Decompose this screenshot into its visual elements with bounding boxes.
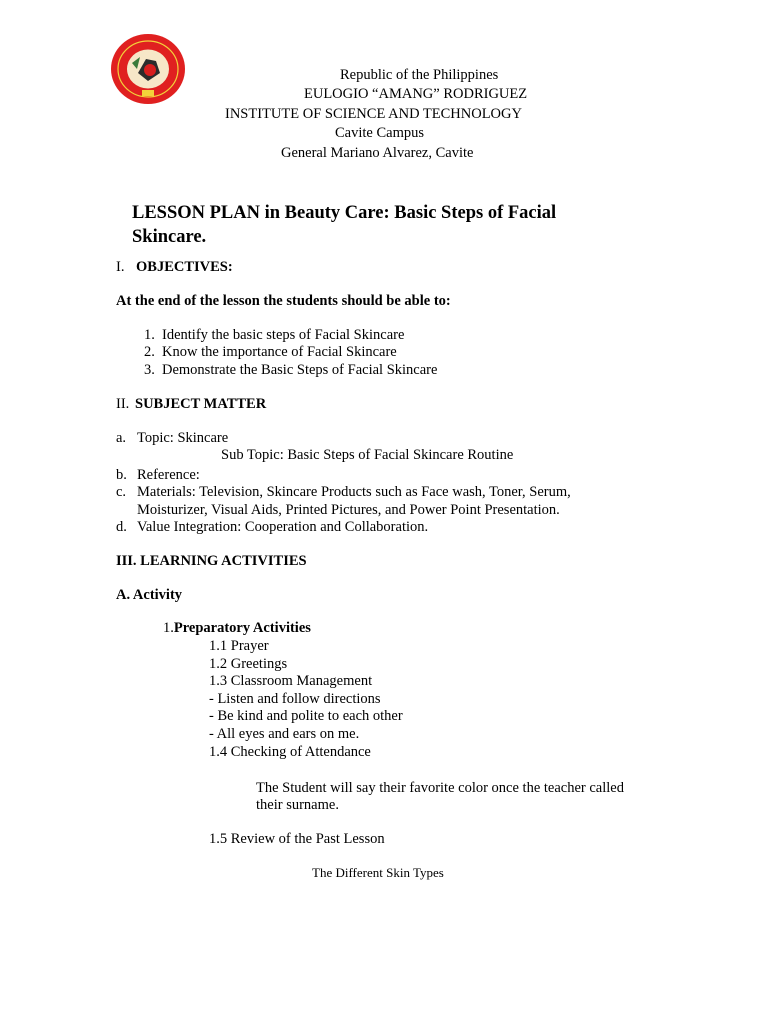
section-numeral-i: I. [116, 259, 125, 275]
header-institution-name: EULOGIO “AMANG” RODRIGUEZ [304, 86, 528, 102]
review-topic: The Different Skin Types [312, 865, 444, 880]
objective-num-2: 2. [144, 344, 155, 360]
page-title-line-2: Skincare. [132, 227, 207, 247]
preparatory-num: 1. [163, 620, 174, 636]
attendance-description-line-1: The Student will say their favorite color once the teacher called [256, 780, 624, 796]
objective-item-2: Know the importance of Facial Skincare [162, 344, 397, 360]
activity-item-greetings: 1.2 Greetings [209, 656, 288, 672]
activity-item-prayer: 1.1 Prayer [209, 638, 269, 654]
reference-text: Reference: [137, 467, 200, 483]
page-title-line-1: LESSON PLAN in Beauty Care: Basic Steps of Facial [132, 203, 557, 223]
objectives-heading: OBJECTIVES: [136, 259, 233, 275]
preparatory-label: Preparatory Activities [173, 620, 311, 636]
objective-num-3: 3. [144, 362, 155, 378]
objective-item-3: Demonstrate the Basic Steps of Facial Skincare [162, 362, 438, 378]
value-letter: d. [116, 519, 127, 535]
topic-text: Topic: Skincare [137, 430, 229, 446]
activity-heading: A. Activity [116, 587, 183, 603]
activity-item-attendance: 1.4 Checking of Attendance [209, 744, 371, 760]
materials-text-line-1: Materials: Television, Skincare Products such as Face wash, Toner, Serum, [137, 484, 571, 500]
objectives-intro: At the end of the lesson the students should be able to: [116, 293, 451, 309]
reference-letter: b. [116, 467, 127, 483]
learning-activities-heading: III. LEARNING ACTIVITIES [116, 553, 307, 569]
school-seal-logo [110, 33, 186, 105]
subject-matter-heading: SUBJECT MATTER [135, 396, 267, 412]
preparatory-activities-heading [163, 620, 311, 637]
materials-text-line-2: Moisturizer, Visual Aids, Printed Pictures, and Power Point Presentation. [137, 502, 560, 518]
materials-letter: c. [116, 484, 127, 500]
activity-item-review: 1.5 Review of the Past Lesson [209, 831, 385, 847]
activity-rule-kind: - Be kind and polite to each other [209, 708, 403, 724]
value-integration-text: Value Integration: Cooperation and Collaboration. [137, 519, 429, 535]
activity-rule-eyes-ears: - All eyes and ears on me. [209, 726, 360, 742]
activity-item-classroom-management: 1.3 Classroom Management [209, 673, 373, 689]
header-campus: Cavite Campus [335, 125, 425, 141]
activity-rule-listen: - Listen and follow directions [209, 691, 381, 707]
objective-item-1: Identify the basic steps of Facial Skincare [162, 327, 405, 343]
sub-topic-text: Sub Topic: Basic Steps of Facial Skincare Routine [221, 447, 514, 463]
topic-letter: a. [116, 430, 127, 446]
objective-num-1: 1. [144, 327, 155, 343]
section-numeral-ii: II. [116, 396, 130, 412]
header-institute-title: INSTITUTE OF SCIENCE AND TECHNOLOGY [225, 106, 522, 122]
attendance-description-line-2: their surname. [256, 797, 339, 813]
header-republic: Republic of the Philippines [340, 67, 499, 83]
header-location: General Mariano Alvarez, Cavite [281, 145, 474, 161]
